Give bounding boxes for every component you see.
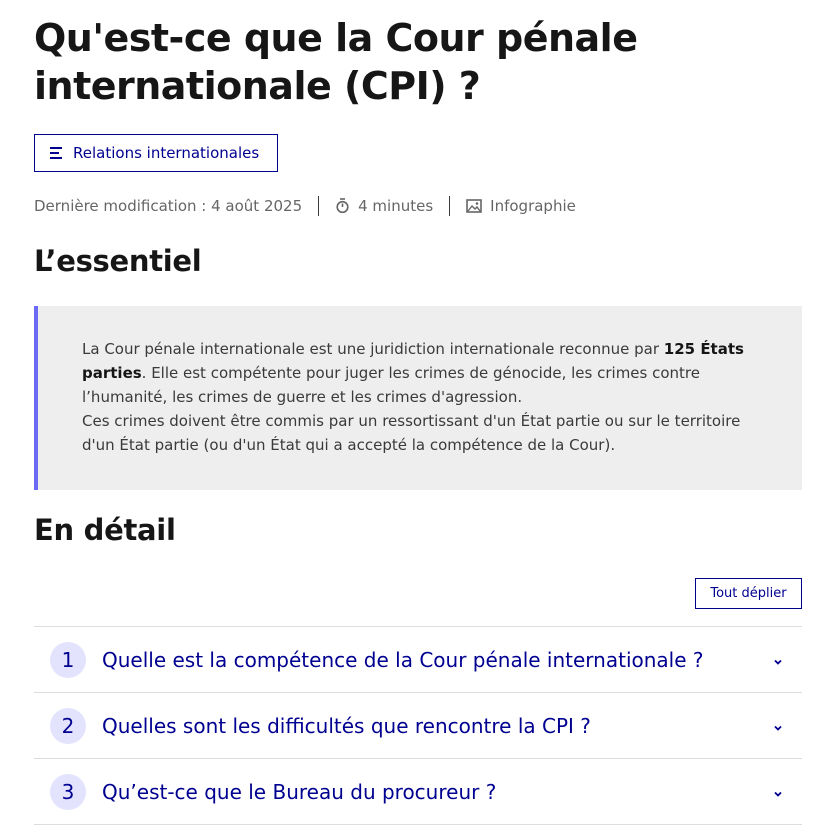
timer-icon xyxy=(335,198,350,214)
image-icon xyxy=(466,199,482,213)
essentiel-text-part2: . Elle est compétente pour juger les crimes de génocide, les crimes contre l’humanité, les crimes de guerre et les crimes d'agression. xyxy=(82,364,700,406)
detail-heading: En détail xyxy=(34,513,176,547)
essentiel-text-bold: 125 États parties xyxy=(82,340,744,382)
essentiel-text-part3: Ces crimes doivent être commis par un ressortissant d'un État partie ou sur le territoire d'un État partie (ou d'un État qui a accepté la compétence de la Cour). xyxy=(82,412,741,454)
essentiel-heading: L’essentiel xyxy=(34,244,202,278)
article-meta xyxy=(34,194,576,218)
essentiel-text-part1: La Cour pénale internationale est une juridiction internationale reconnue par xyxy=(82,340,664,358)
accordion-number: 1 xyxy=(50,642,86,678)
accordion-title: Quelle est la compétence de la Cour pénale internationale ? xyxy=(102,647,704,672)
accordion xyxy=(34,626,802,825)
accordion-number: 3 xyxy=(50,774,86,810)
page-title: Qu'est-ce que la Cour pénale internationale (CPI) ? xyxy=(34,16,638,108)
essentiel-text xyxy=(82,337,772,457)
accordion-number: 2 xyxy=(50,708,86,744)
expand-all-button[interactable]: Tout déplier xyxy=(695,578,802,609)
meta-divider xyxy=(449,196,450,216)
accordion-item-3[interactable] xyxy=(34,759,802,825)
accordion-title: Quelles sont les difficultés que rencontre la CPI ? xyxy=(102,713,591,738)
reading-time: 4 minutes xyxy=(358,197,434,215)
content-format: Infographie xyxy=(490,197,576,215)
accordion-item-2[interactable] xyxy=(34,693,802,759)
tag-relations-internationales[interactable] xyxy=(34,134,278,172)
chevron-down-icon[interactable] xyxy=(772,785,784,797)
menu-lines-icon xyxy=(50,147,64,159)
meta-divider xyxy=(318,196,319,216)
tag-label: Relations internationales xyxy=(73,144,260,162)
chevron-down-icon[interactable] xyxy=(772,719,784,731)
accordion-title: Qu’est-ce que le Bureau du procureur ? xyxy=(102,779,497,804)
chevron-down-icon[interactable] xyxy=(772,653,784,665)
accordion-item-1[interactable] xyxy=(34,627,802,693)
essentiel-callout xyxy=(34,306,802,490)
last-modified: Dernière modification : 4 août 2025 xyxy=(34,197,303,215)
